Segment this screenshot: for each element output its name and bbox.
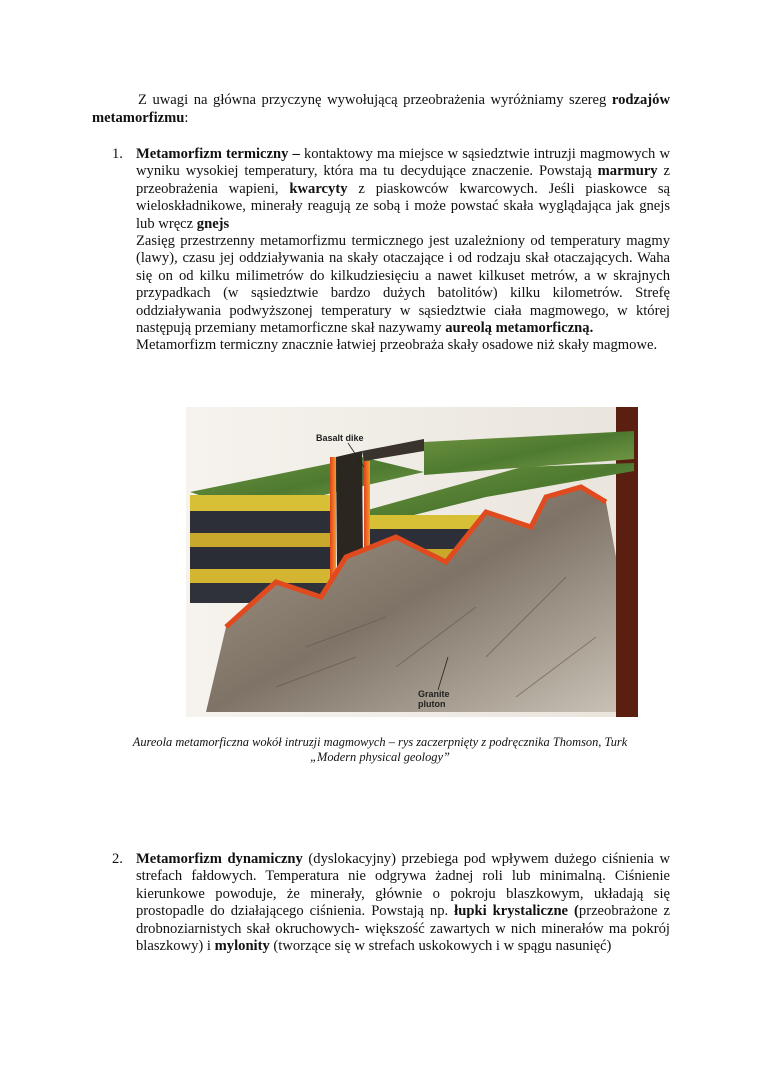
thermal-paragraph-2	[136, 233, 670, 337]
label-basalt-dike: Basalt dike	[316, 433, 364, 443]
text-run: z przeobrażenia wapieni,	[136, 163, 670, 197]
text-run: (dyslokacyjny) przebiega pod wpływem dużego ciśnienia w strefach fałdowych. Temperatura nie odgrywa żadnej roli lub minimalną. Ciśnienie kierunkowe powoduje, że minerały, głównie o pokroju blaszkowym, układają się prostopadle do działającego ciśnienia. Powstają np.	[136, 851, 670, 920]
text-run: z piaskowców kwarcowych. Jeśli piaskowce są wieloskładnikowe, minerały reagują ze sobą i może powstać skała wyglądająca jak gnejs lub wręcz	[136, 180, 670, 232]
sedimentary-layers-left	[190, 495, 336, 603]
text-run: Zasięg przestrzenny metamorfizmu termicznego jest uzależniony od temperatury magmy (lawy), czasu jej oddziaływania na skały otaczające i od rodzaju skał otaczających. Waha się on od kilku milimetrów do kilkudziesięciu a nawet kilkuset metrów, a w skrajnych przypadkach (w sąsiedztwie bardzo dużych batolitów) kilku kilometrów. Strefę oddziaływania podwyższonej temperatury w sąsiedztwie ciała magmowego, w której następują przemiany metamorficzne skał nazywamy	[136, 233, 670, 337]
thermal-title: Metamorfizm termiczny –	[136, 146, 300, 162]
list-item-body	[136, 851, 670, 955]
intro-colon: :	[184, 109, 189, 126]
list-number: 1.	[112, 146, 123, 162]
term-kwarcyty: kwarcyty	[289, 180, 348, 197]
term-marmury: marmury	[597, 163, 658, 180]
geology-block-diagram	[186, 407, 638, 717]
list-number: 2.	[112, 851, 123, 867]
list-item-thermal	[112, 146, 670, 355]
term-gnejs: gnejs	[196, 215, 230, 232]
term-aureola: aureolą metamorficzną.	[445, 320, 594, 337]
caption-line-1: Aureola metamorficzna wokół intruzji magmowych – rys zaczerpnięty z podręcznika Thomson, Turk	[132, 735, 628, 749]
text-run: przeobrażone z drobnoziarnistych skał okruchowych- większość zawartych w nich minerałów ma pokrój blaszkowy) i	[136, 903, 671, 955]
term-mylonity: mylonity	[214, 938, 270, 955]
term-lupki: łupki krystaliczne (	[454, 903, 579, 920]
figure-contact-aureole	[186, 407, 638, 717]
intro-paragraph	[92, 92, 670, 127]
label-granite: Granite	[418, 689, 450, 699]
figure-caption	[120, 735, 640, 765]
thermal-paragraph-1	[136, 146, 670, 233]
list-item-body	[136, 146, 670, 355]
text-run: (tworzące się w strefach uskokowych i w spągu nasunięć)	[269, 938, 612, 955]
intro-bold-term: rodzajów metamorfizmu	[92, 92, 670, 126]
dynamic-paragraph	[136, 851, 670, 955]
text-run: kontaktowy ma miejsce w sąsiedztwie intruzji magmowych w wyniku wysokiej temperatury, która ma tu decydujące znaczenie. Powstają	[136, 146, 670, 180]
thermal-paragraph-3: Metamorfizm termiczny znacznie łatwiej przeobraża skały osadowe niż skały magmowe.	[136, 337, 658, 354]
label-pluton: pluton	[418, 699, 446, 709]
list-item-dynamic	[112, 851, 670, 955]
dynamic-title: Metamorfizm dynamiczny	[136, 851, 303, 867]
caption-line-2: „Modern physical geology”	[310, 750, 450, 764]
intro-text: Z uwagi na główna przyczynę wywołującą przeobrażenia wyróżniamy szereg	[138, 92, 612, 108]
